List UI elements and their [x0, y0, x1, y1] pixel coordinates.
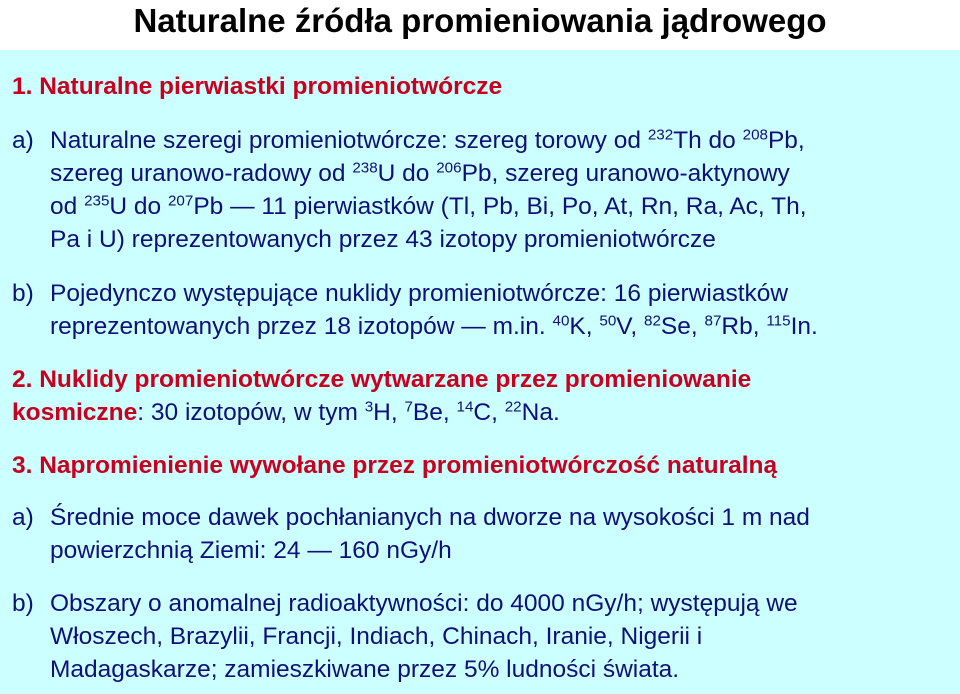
item-1a-line-2: szereg uranowo-radowy od $^{238}$U do $^{206}$Pb, szereg uranowo-aktynowy	[50, 159, 790, 187]
section-3-heading: 3. Napromienienie wywołane przez promieniotwórczość naturalną	[12, 452, 778, 479]
item-1b-line-2: reprezentowanych przez 18 izotopów — m.in. $^{40}$K, $^{50}$V, $^{82}$Se, $^{87}$Rb, $^{115}$In.	[50, 312, 818, 340]
item-3b-line-1: Obszary o anomalnej radioaktywności: do 4000 nGy/h; występują we	[50, 590, 798, 617]
section-1-heading: 1. Naturalne pierwiastki promieniotwórcze	[12, 73, 503, 100]
section-2-line-2: kosmiczne: 30 izotopów, w tym $^3$H, $^7$Be, $^{14}$C, $^{22}$Na.	[12, 398, 560, 426]
item-3b-line-2: Włoszech, Brazylii, Francji, Indiach, Chinach, Iranie, Nigerii i	[50, 623, 703, 650]
section-2-heading: 2. Nuklidy promieniotwórcze wytwarzane przez promieniowanie	[12, 366, 752, 393]
item-1a-line-4: Pa i U) reprezentowanych przez 43 izotopy promieniotwórcze	[50, 226, 716, 253]
item-3b-marker: b)	[12, 590, 34, 617]
item-3a-line-1: Średnie moce dawek pochłanianych na dworze na wysokości 1 m nad	[50, 504, 810, 531]
page-title: Naturalne źródła promieniowania jądrowego	[133, 2, 827, 39]
item-3b-line-3: Madagaskarze; zamieszkiwane przez 5% ludności świata.	[50, 656, 680, 683]
item-1a-marker: a)	[12, 127, 34, 154]
item-1a-line-1: Naturalne szeregi promieniotwórcze: szereg torowy od $^{232}$Th do $^{208}$Pb,	[50, 126, 805, 154]
item-3a-line-2: powierzchnią Ziemi: 24 — 160 nGy/h	[50, 537, 452, 564]
item-3a-marker: a)	[12, 504, 34, 531]
content-panel	[0, 50, 960, 694]
item-1b-line-1: Pojedynczo występujące nuklidy promieniotwórcze: 16 pierwiastków	[50, 280, 789, 307]
item-1b-marker: b)	[12, 280, 34, 307]
item-1a-line-3: od $^{235}$U do $^{207}$Pb — 11 pierwiastków (Tl, Pb, Bi, Po, At, Rn, Ra, Ac, Th,	[50, 192, 807, 220]
